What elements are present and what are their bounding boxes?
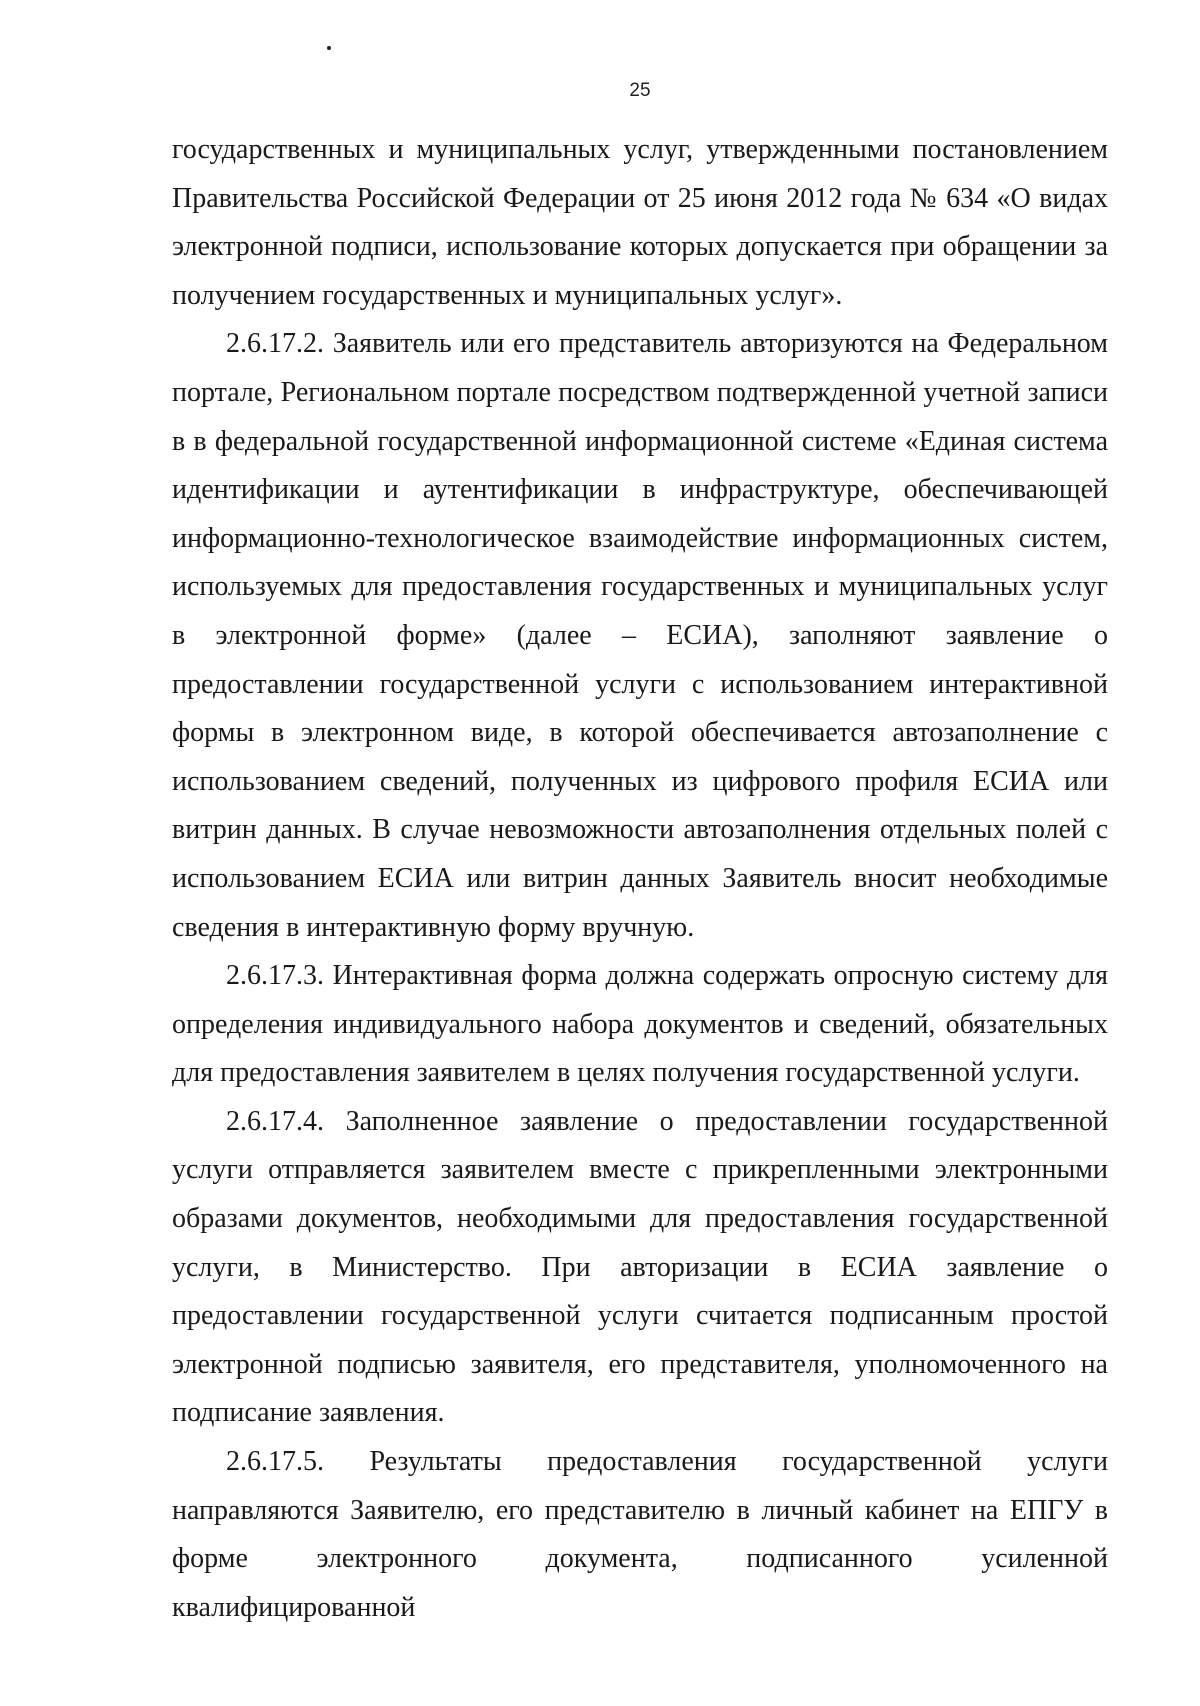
page-number: 25 <box>629 80 651 101</box>
scan-artifact-dot <box>327 46 331 50</box>
document-body <box>172 126 1108 1632</box>
paragraph-2-6-17-5: 2.6.17.5. Результаты предоставления государственной услуги направляются Заявителю, его представителю в личный кабинет на ЕПГУ в форме электронного документа, подписанного усиленной квалифицированной <box>172 1446 1108 1623</box>
paragraph-2-6-17-3: 2.6.17.3. Интерактивная форма должна содержать опросную систему для определения индивидуального набора документов и сведений, обязательных для предоставления заявителем в целях получения государственной услуги. <box>172 960 1108 1089</box>
paragraph-continuation: государственных и муниципальных услуг, утвержденными постановлением Правительства Российской Федерации от 25 июня 2012 года № 634 «О видах электронной подписи, использование которых допускается при обращении за получением государственных и муниципальных услуг». <box>172 134 1108 311</box>
paragraph-2-6-17-4: 2.6.17.4. Заполненное заявление о предоставлении государственной услуги отправляется заявителем вместе с прикрепленными электронными образами документов, необходимыми для предоставления государственной услуги, в Министерство. При авторизации в ЕСИА заявление о предоставлении государственной услуги считается подписанным простой электронной подписью заявителя, его представителя, уполномоченного на подписание заявления. <box>172 1105 1108 1429</box>
paragraph-2-6-17-2: 2.6.17.2. Заявитель или его представитель авторизуются на Федеральном портале, Региональном портале посредством подтвержденной учетной записи в в федеральной государственной информационной системе «Единая система идентификации и аутентификации в инфраструктуре, обеспечивающей информационно-технологическое взаимодействие информационных систем, используемых для предоставления государственных и муниципальных услуг в электронной форме» (далее – ЕСИА), заполняют заявление о предоставлении государственной услуги с использованием интерактивной формы в электронном виде, в которой обеспечивается автозаполнение с использованием сведений, полученных из цифрового профиля ЕСИА или витрин данных. В случае невозможности автозаполнения отдельных полей с использованием ЕСИА или витрин данных Заявитель вносит необходимые сведения в интерактивную форму вручную. <box>172 328 1108 943</box>
